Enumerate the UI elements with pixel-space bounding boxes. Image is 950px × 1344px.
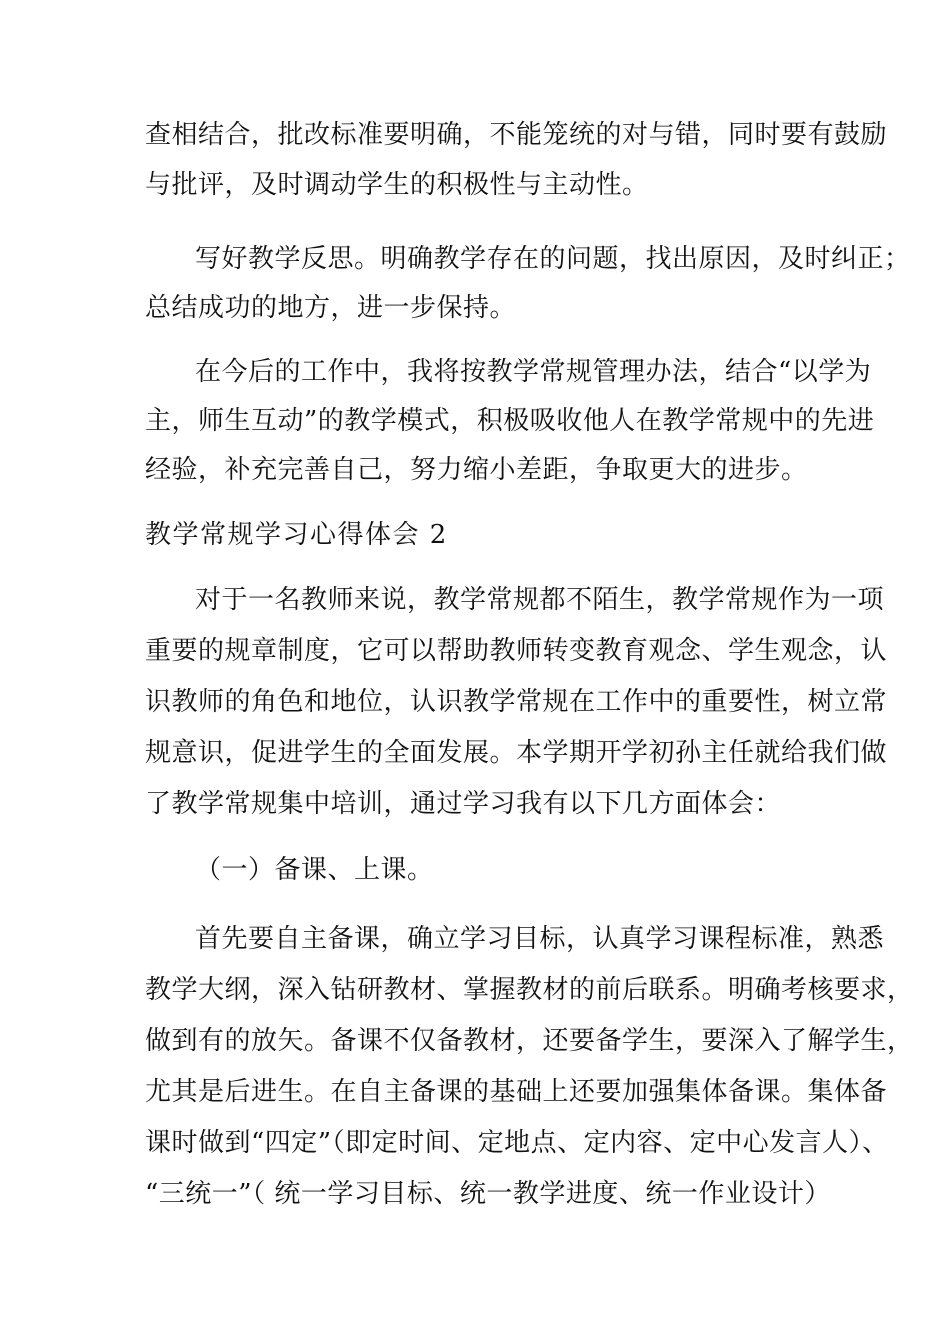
paragraph-line: 尤其是后进生。在自主备课的基础上还要加强集体备课。集体备	[145, 1077, 888, 1107]
paragraph-line: 识教师的角色和地位，认识教学常规在工作中的重要性，树立常	[145, 687, 888, 717]
paragraph-line: 对于一名教师来说，教学常规都不陌生，教学常规作为一项	[195, 585, 885, 615]
paragraph-line: 课时做到“四定”（即定时间、定地点、定内容、定中心发言人）、	[145, 1128, 889, 1158]
paragraph-line: 教学大纲，深入钻研教材、掌握教材的前后联系。明确考核要求，	[145, 975, 914, 1005]
paragraph-line: 重要的规章制度，它可以帮助教师转变教育观念、学生观念，认	[145, 636, 888, 666]
paragraph-line: 主，师生互动”的教学模式，积极吸收他人在教学常规中的先进	[145, 406, 875, 436]
paragraph-line: 与批评，及时调动学生的积极性与主动性。	[145, 170, 649, 200]
paragraph-line: 做到有的放矢。备课不仅备教材，还要备学生，要深入了解学生，	[145, 1026, 914, 1056]
paragraph-line: 总结成功的地方，进一步保持。	[145, 293, 517, 323]
paragraph-line: 经验，补充完善自己，努力缩小差距，争取更大的进步。	[145, 455, 808, 485]
paragraph-line: “三统一”（ 统一学习目标、统一教学进度、统一作业设计）	[145, 1179, 831, 1209]
paragraph-line: 了教学常规集中培训，通过学习我有以下几方面体会：	[145, 789, 782, 819]
paragraph-line: 在今后的工作中，我将按教学常规管理办法，结合“以学为	[195, 357, 872, 387]
paragraph-line: 首先要自主备课，确立学习目标，认真学习课程标准，熟悉	[195, 924, 885, 954]
paragraph-line: 写好教学反思。明确教学存在的问题，找出原因，及时纠正；	[195, 244, 911, 274]
section-heading: 教学常规学习心得体会 2	[145, 520, 448, 550]
paragraph-line: 查相结合，批改标准要明确，不能笼统的对与错，同时要有鼓励	[145, 120, 888, 150]
paragraph-line: 规意识，促进学生的全面发展。本学期开学初孙主任就给我们做	[145, 738, 888, 768]
subsection-heading: （一）备课、上课。	[195, 855, 434, 885]
